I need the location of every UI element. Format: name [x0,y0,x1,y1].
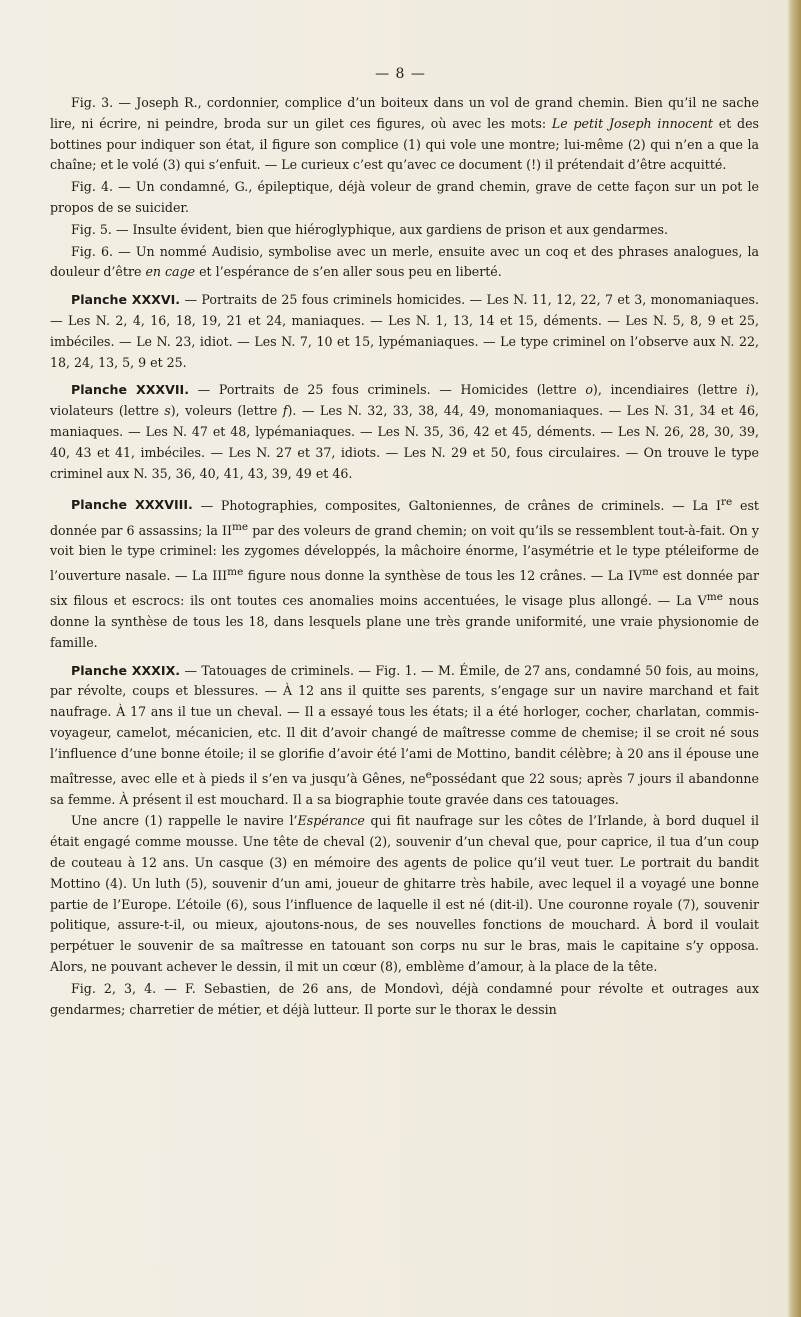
planche-heading: Planche XXXVII. [71,382,190,398]
paragraph-fig234: Fig. 2, 3, 4. — F. Sebastien, de 26 ans, de Mondovì, déjà condamné pour révolte et outrages aux gendarmes; charretier de métier, et déjà lutteur. Il porte sur le thorax le dessin [50,980,759,1017]
planche-heading: Planche XXXVIII. [71,497,193,513]
paragraph-fig6: Fig. 6. — Un nommé Audisio, symbolise avec un merle, ensuite avec un coq et des phrases analogues, la douleur d’être en cage et l’espérance de s’en aller sous peu en liberté. [50,243,759,280]
paragraph-fig4: Fig. 4. — Un condamné, G., épileptique, déjà voleur de grand chemin, grave de cette façon sur un pot le propos de se suicider. [50,179,759,215]
paragraph-planche-36: Planche XXXVI. — Portraits de 25 fous criminels homicides. — Les N. 11, 12, 22, 7 et 3, monomaniaques. — Les N. 2, 4, 16, 18, 19, 21 et 24, maniaques. — Les N. 1, 13, 14 et 15, déments. — Les N. 5, 8, 9 et 25, imbéciles. — Le N. 23, idiot. — Les N. 7, 10 et 15, lypémaniaques. — Le type criminel on l’observe aux N. 22, 18, 24, 13, 5, 9 et 25. [50,292,760,370]
planche-heading: Planche XXXIX. [71,662,181,678]
paragraph-planche-37: Planche XXXVII. — Portraits de 25 fous criminels. — Homicides (lettre o), incendiaires (lettre i), violateurs (lettre s), voleurs (lettre f). — Les N. 32, 33, 38, 44, 49, monomaniaques. — Les N. 31, 34 et 46, maniaques. — Les N. 47 et 48, lypémaniaques. — Les N. 35, 36, 42 et 45, déments. — Les N. 26, 28, 30, 39, 40, 43 et 41, imbéciles. — Les N. 27 et 37, idiots. — Les N. 29 et 50, fous circulaires. — On trouve le type criminel aux N. 35, 36, 40, 41, 43, 39, 49 et 46. [50,382,759,481]
paragraph-fig5: Fig. 5. — Insulte évident, bien que hiéroglyphique, aux gardiens de prison et aux gendarmes. [71,221,668,237]
planche-heading: Planche XXXVI. [71,292,181,308]
page-edge [787,0,801,1317]
paragraph-tattoo-list: Une ancre (1) rappelle le navire l’Espérance qui fit naufrage sur les côtes de l’Irlande, à bord duquel il était engagé comme mousse. Une tête de cheval (2), souvenir d’un cheval que, pour caprice, il tua d’un coup de couteau à 12 ans. Un casque (3) en mémoire des agents de police qu’il veut tuer. Le portrait du bandit Mottino (4). Un luth (5), souvenir d’un ami, joueur de ghitarre très habile, avec lequel il a voyagé une bonne partie de l’Europe. L’étoile (6), sous l’influence de laquelle il est né (dit-il). Une couronne royale (7), souvenir politique, assure-t-il, ou mieux, ajoutons-nous, de ses nouvelles fonctions de mouchard. À bord il voulait perpétuer le souvenir de sa maîtresse en tatouant son corps nu sur le bras, mais le capitaine s’y opposa. Alors, ne pouvant achever le dessin, il mit un cœur (8), emblème d’amour, à la place de la tête. [50,813,759,975]
paragraph-fig3: Fig. 3. — Joseph R., cordonnier, complice d’un boiteux dans un vol de grand chemin. Bien qu’il ne sache lire, ni écrire, ni peindre, broda sur un gilet ces figures, où avec les mots: Le petit Joseph innocent et des bottines pour indiquer son état, il figure son complice (1) qui vole une montre; lui-même (2) qui n’en a que la chaîne; et le volé (3) qui s’enfuit. — Le curieux c’est qu’avec ce document (!) il prétendait d’être acquitté. [50,95,759,173]
paragraph-planche-38: Planche XXXVIII. — Photographies, composites, Galtoniennes, de crânes de criminels. — La Ire est donnée par 6 assassins; la $II^{me}$ par des voleurs de grand chemin; on voit qu’ils se ressemblent tout-à-fait. On y voit bien le type criminel: les zygomes développés, la mâchoire énorme, l’asymétrie et le type ptéleiforme de l’ouverture nasale. — La $III^{me}$ figure nous donne la synthèse de tous les 12 crânes. — La $IV^{me}$ est donnée par six filous et escrocs: ils ont toutes ces anomalies moins accentuées, le visage plus allongé. — La $V^{me}$ nous donne la synthèse de tous les 18, dans lesquels plane une très grande uniformité, une vraie physionomie de famille. [50,495,759,650]
page-number: — 8 — [375,66,426,82]
body-text [50,93,759,1020]
paragraph-planche-39: Planche XXXIX. — Tatouages de criminels. — Fig. 1. — M. Émile, de 27 ans, condamné 50 fois, au moins, par révolte, coups et blessures. — À 12 ans il quitte ses parents, s’engage sur un navire marchand et fait naufrage. À 17 ans il tue un cheval. — Il a essayé tous les états; il a été horloger, cocher, charlatan, commis-voyageur, camelot, mécanicien, etc. Il dit d’avoir changé de maîtresse comme de chemise; il se croit né sous l’influence d’une bonne étoile; il se glorifie d’avoir été l’ami de Mottino, bandit célèbre; à 20 ans il épouse une maîtresse, avec elle et à pieds il s’en va jusqu’à Gênes, $ne^epossédant$ que 22 sous; après 7 jours il abandonne sa femme. À présent il est mouchard. Il a sa biographie toute gravée dans ces tatouages. [50,662,759,807]
